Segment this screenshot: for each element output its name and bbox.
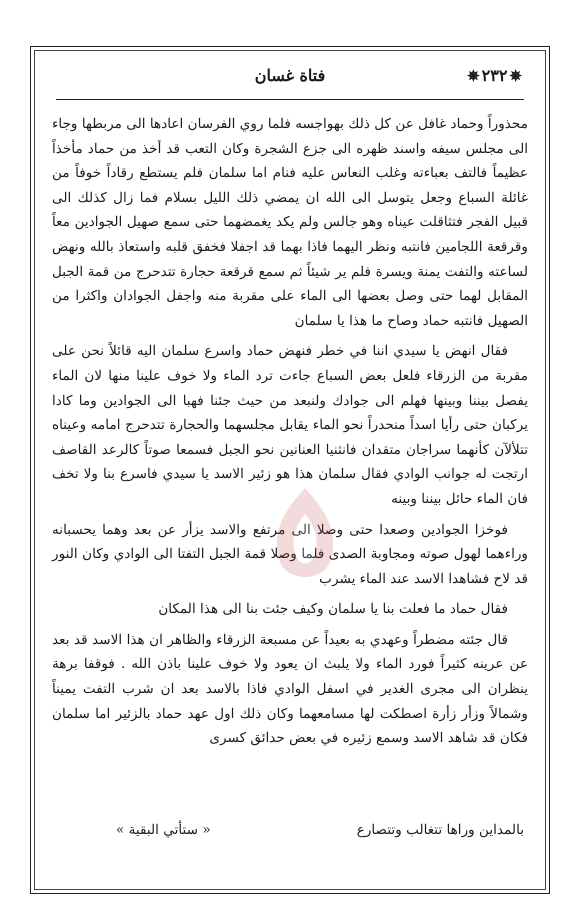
page-number: ٢٣٢	[481, 66, 508, 85]
running-title: فتاة غسان	[254, 66, 326, 85]
paragraph-1: محذوراً وحماد غافل عن كل ذلك بهواجسه فلما روي الفرسان اعادها الى مربطها وجاء الى مجلس سيفه واسند ظهره الى جزع الشجرة وكان التعب قد أخذ من حماد مأخذاً عظيماً فالتف بعباءته وغلب النعاس عليه فنام اما سلمان فلم يستطع رقاداً خوفاً من غائلة السباع وجعل يتوسل الى الله ان يمضي ذلك الليل بسلام فما زال كذلك الى قبيل الفجر فتثاقلت عيناه وهو جالس ولم يكد يغمضهما حتى سمع صهيل الجوادين معاً وقرقعة اللجامين فانتبه ونظر اليهما فاذا بهما قد اجفلا فخفق قلبه واستعاذ بالله ونهض لساعته والتفت يمنة ويسرة فلم ير شيئاً ثم سمع قرقعة حجارة تتدحرج من قمة الجبل المقابل لهما حتى وصل بعضها الى الماء على مقربة منه واجفل الجوادان واكثرا من الصهيل فانتبه حماد وصاح ما هذا يا سلمان	[52, 116, 528, 329]
paragraph-3: فوخزا الجوادين وصعدا حتى وصلا الى مرتفع والاسد يزأر عن بعد وهما يحسبانه وراءهما لهول صوته ومجاوبة الصدى فلما وصلا قمة الجبل التفتا الى الوادي وكان النور قد لاح فشاهدا الاسد عند الماء يشرب	[52, 521, 528, 587]
paragraph-4: فقال حماد ما فعلت بنا يا سلمان وكيف جئت بنا الى هذا المكان	[158, 601, 508, 618]
paragraph-5: قال جئته مضطراً وعهدي به بعيداً عن مسبعة الزرقاء والظاهر ان هذا الاسد قد بعد عن عرينه كثيراً فورد الماء ولا يلبث ان يعود ولا خوف علينا باذن الله . فوقفا برهة ينظران الى مجرى الغدير في اسفل الوادي فاذا بالاسد بعد ان شرب التفت يميناً وشمالاً وزأر زأرة اصطكت لها مسامعهما وكان ذلك اول عهد حماد بالزئير اما سلمان فكان قد شاهد الاسد وسمع زئيره في بعض حدائق كسرى	[52, 631, 528, 747]
page-header	[56, 66, 524, 94]
paragraph-2: فقال انهض يا سيدي اننا في خطر فنهض حماد واسرع سلمان اليه قائلاً نحن على مقربة من الزرقاء فلعل بعض السباع جاءت ترد الماء ولا خوف علينا منها لان الماء يفصل بيننا وبينها فهلم الى جوادك ولنبعد من حيث جئنا فهبا الى الجوادين وما كادا يركبان حتى رأيا اسداً منحدراً نحو الماء يقابل مجلسهما والحجارة تتدحرج امامه وعيناه تتلألآن كأنهما سراجان متقدان فانثنيا العنانين نحو الجبل فسمعا صوتاً كالرعد القاصف ارتجت له جوانب الوادي فقال سلمان هذا هو زئير الاسد يا سيدي فاسرع بنا ولا تخف فان الماء حائل بيننا وبينه	[52, 343, 528, 507]
header-rule	[56, 99, 524, 100]
to-be-continued-note: « ستأتي البقية »	[116, 822, 211, 838]
ornament-star-icon: ✵	[509, 67, 522, 85]
page-number-group	[465, 66, 524, 85]
final-text-line: بالمداين وراها تتغالب وتتصارع	[356, 822, 524, 838]
ornament-star-icon: ✵	[467, 67, 480, 85]
footer-row	[56, 822, 524, 848]
body-text	[52, 112, 528, 751]
